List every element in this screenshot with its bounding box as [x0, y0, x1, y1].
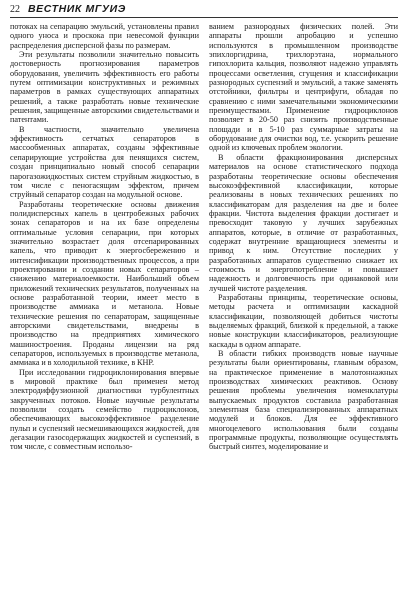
paragraph: Эти результаты позволили значительно повысить достоверность прогнозирования параметров оборудования, увеличить эффективность его работы путем оптимизации конструктивных и режимных параметров в рамках существующих аппаратных решений, а также разработать новые технические решения, защищенные авторскими свидетельствами и патентами. — [10, 50, 199, 125]
paragraph: потоках на сепарацию эмульсий, установлены правил одного уноса и проскока при невесомой функции распределения дисперсной фазы по размерам. — [10, 22, 199, 50]
paragraph: В частности, значительно увеличена эффективность сетчатых сепараторов в массообменных аппаратах, созданы эффективные сепарирующие устройства для пенящихся систем, создан принципиально новый способ сепарации парогазожидкостных систем струйным жидкостью, в том числе с пеногасящим эффектом, причем струйный сепаратор создан на модульной основе. — [10, 124, 199, 200]
left-column — [10, 22, 199, 452]
header-rule — [10, 17, 398, 18]
page-header — [10, 3, 398, 19]
journal-page — [0, 3, 406, 603]
paragraph: ванием разнородных физических полей. Эти аппараты прошли апробацию и успешно используются в промышленном производстве эпихлоргидрина, трихлорэтана, нормального гипохлорита кальция, позволяют надежно управлять процессами осветления, сгущения и классификации разнородных суспензий и эмульсий, а также заменять отстойники, фильтры и центрифуги, обладая по сравнению с ними замечательными экономическими преимуществами. Применение гидроциклонов позволяет в 20-50 раз снизить производственные площади и в 5-10 раз суммарные затраты на оборудование для очистки вод, т.е. ускорить решение одной из ключевых проблем экологии. — [209, 22, 398, 153]
paragraph: При исследовании гидроциклонирования впервые в мировой практике был применен метод электродиффузионной диагностики турбулентных закрученных потоков. Новые научные результаты позволили создать семейство гидроциклонов, обеспечивающих высокоэффективное разделение пульп и суспензий несмешивающихся жидкостей, для дегазации газосодержащих жидкостей и суспензий, в том числе, с совместным использо- — [10, 367, 199, 452]
paragraph: Разработаны принципы, теоретические основы, методы расчета и оптимизации каскадной классификации, позволяющей добиться чистоты выделяемых фракций, близкой к предельной, а также новые конструкции классификаторов, реализующие каскады в одном аппарате. — [209, 292, 398, 349]
article-body — [10, 22, 398, 452]
page-number: 22 — [10, 4, 20, 15]
paragraph: В области фракционирования дисперсных материалов на основе статистического подхода разработаны теоретические основы обеспечения высокоэффективной классификации, которые реализованы в новых технических решениях по классификаторам для разделения на две и более фракции. Чистота выделения фракции достигает и превосходит таковую у лучших зарубежных аппаратов, которые, в отличие от разработанных, содержат внутренние вращающиеся элементы и привод к ним. Отсутствие последних у разработанных аппаратов существенно снижает их стоимость и энергопотребление и повышает надежность и долговечность при одинаковой или лучшей чистоте разделения. — [209, 152, 398, 293]
right-column — [209, 22, 398, 452]
paragraph: Разработаны теоретические основы движения полидисперсных капель в центробежных рабочих зонах сепараторов и на их базе определены оптимальные условия сепарации, при которых значительно возрастает доля отсепарированных капель, что приводит к энергосбережению и интенсификации производственных процессов, а при проектировании и создании новых сепараторов – снижению материалоемкости. Наибольший объем приложений технических результатов, полученных на основе разработанной теории, имеет место в производстве аммиака и метанола. Новые технические решения по сепараторам, защищенные авторскими свидетельствами, внедрены в производство на предприятиях химического машиностроения. Проданы лицензии на ряд сепараторов, используемых в производстве метанола, аммиака и в холодильной технике, в КНР. — [10, 199, 199, 368]
journal-title: ВЕСТНИК МГУИЭ — [28, 3, 126, 15]
paragraph: В области гибких производств новые научные результаты были ориентированы, главным образом, на практическое применение в малотоннажных производствах химических реактивов. Основу решения проблемы увеличения номенклатуры выпускаемых продуктов составила разработанная элементная база специализированных аппаратных модулей и блоков. Для ее эффективного многоцелевого использования были созданы программные продукты, позволяющие осуществлять быстрый синтез, моделирование и — [209, 349, 398, 452]
